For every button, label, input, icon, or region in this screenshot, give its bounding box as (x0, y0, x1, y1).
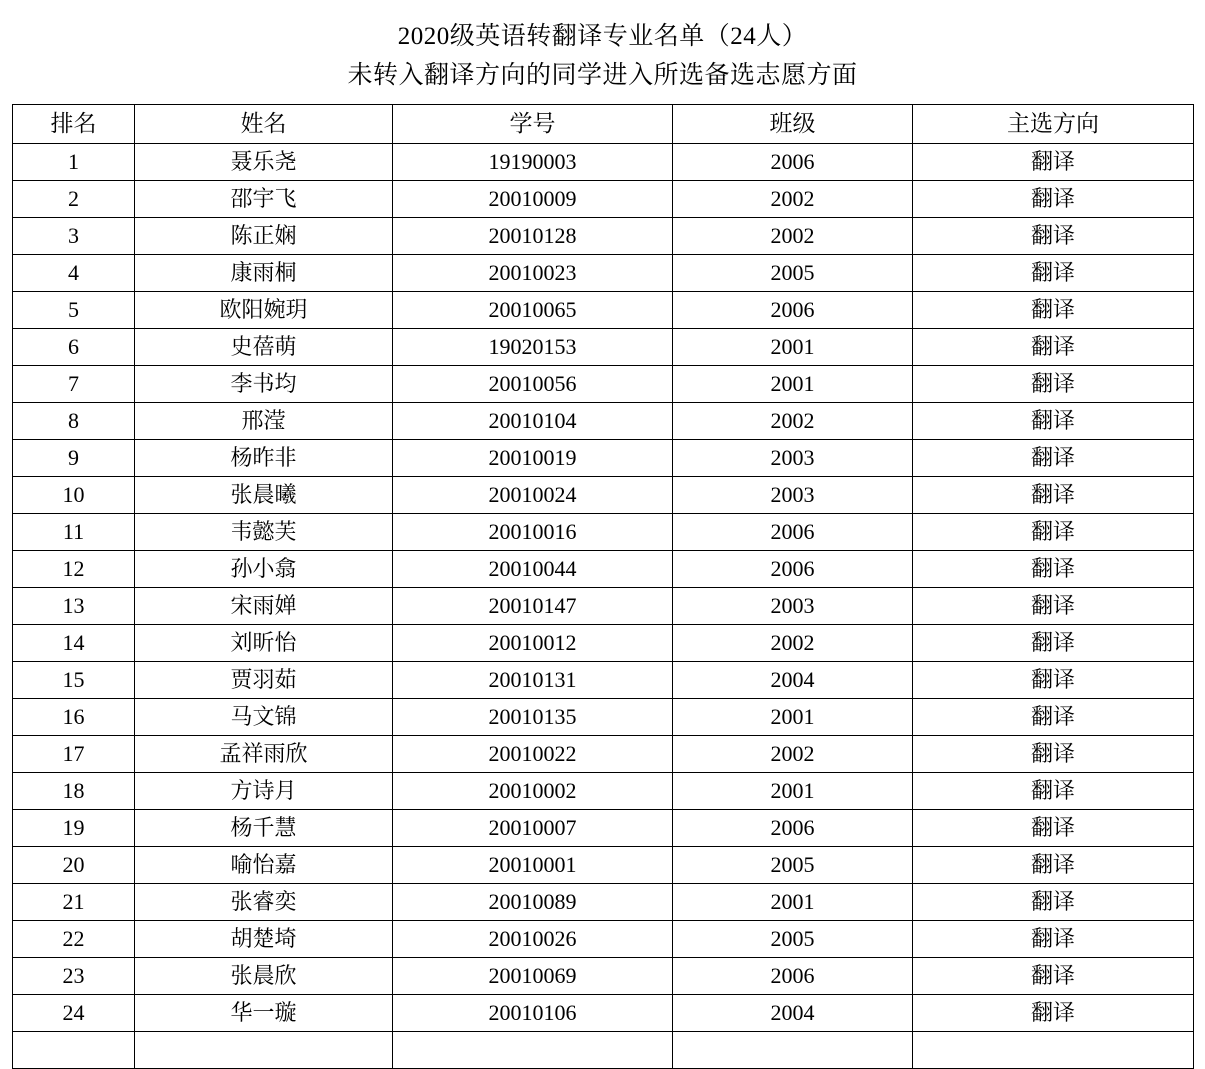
table-row (13, 328, 1194, 365)
cell-empty (913, 1031, 1194, 1068)
table-row (13, 883, 1194, 920)
cell-direction: 翻译 (913, 143, 1194, 180)
cell-direction: 翻译 (913, 772, 1194, 809)
cell-direction: 翻译 (913, 254, 1194, 291)
cell-rank: 9 (13, 439, 135, 476)
cell-rank: 11 (13, 513, 135, 550)
cell-name: 欧阳婉玥 (135, 291, 393, 328)
cell-empty (393, 1031, 673, 1068)
table-row (13, 143, 1194, 180)
cell-student-id: 20010001 (393, 846, 673, 883)
cell-name: 方诗月 (135, 772, 393, 809)
cell-name: 康雨桐 (135, 254, 393, 291)
cell-direction: 翻译 (913, 661, 1194, 698)
cell-student-id: 20010016 (393, 513, 673, 550)
cell-student-id: 20010135 (393, 698, 673, 735)
table-row (13, 772, 1194, 809)
table-row (13, 846, 1194, 883)
title-line-1: 2020级英语转翻译专业名单（24人） (397, 23, 808, 50)
cell-class: 2003 (673, 587, 913, 624)
column-header-name: 姓名 (135, 104, 393, 143)
cell-rank: 4 (13, 254, 135, 291)
table-row (13, 291, 1194, 328)
table-row (13, 365, 1194, 402)
cell-direction: 翻译 (913, 180, 1194, 217)
roster-table-wrapper (12, 104, 1193, 1069)
cell-direction: 翻译 (913, 439, 1194, 476)
cell-name: 张晨曦 (135, 476, 393, 513)
cell-name: 华一璇 (135, 994, 393, 1031)
cell-student-id: 20010019 (393, 439, 673, 476)
cell-student-id: 20010009 (393, 180, 673, 217)
cell-student-id: 20010065 (393, 291, 673, 328)
cell-name: 贾羽茹 (135, 661, 393, 698)
cell-direction: 翻译 (913, 994, 1194, 1031)
cell-rank: 24 (13, 994, 135, 1031)
table-row (13, 439, 1194, 476)
table-row (13, 920, 1194, 957)
table-row (13, 994, 1194, 1031)
table-row (13, 957, 1194, 994)
cell-direction: 翻译 (913, 476, 1194, 513)
cell-rank: 1 (13, 143, 135, 180)
cell-rank: 23 (13, 957, 135, 994)
cell-name: 聂乐尧 (135, 143, 393, 180)
cell-name: 邵宇飞 (135, 180, 393, 217)
cell-direction: 翻译 (913, 291, 1194, 328)
cell-direction: 翻译 (913, 957, 1194, 994)
cell-class: 2003 (673, 476, 913, 513)
cell-rank: 21 (13, 883, 135, 920)
cell-student-id: 20010022 (393, 735, 673, 772)
cell-empty (135, 1031, 393, 1068)
table-row (13, 587, 1194, 624)
cell-student-id: 20010131 (393, 661, 673, 698)
cell-class: 2002 (673, 217, 913, 254)
table-row (13, 550, 1194, 587)
cell-name: 孙小翕 (135, 550, 393, 587)
column-header-direction: 主选方向 (913, 104, 1194, 143)
cell-rank: 12 (13, 550, 135, 587)
cell-student-id: 19020153 (393, 328, 673, 365)
cell-direction: 翻译 (913, 920, 1194, 957)
cell-direction: 翻译 (913, 698, 1194, 735)
cell-direction: 翻译 (913, 883, 1194, 920)
table-row (13, 698, 1194, 735)
cell-direction: 翻译 (913, 846, 1194, 883)
cell-name: 张睿奕 (135, 883, 393, 920)
cell-name: 张晨欣 (135, 957, 393, 994)
cell-direction: 翻译 (913, 624, 1194, 661)
cell-class: 2006 (673, 143, 913, 180)
cell-class: 2004 (673, 661, 913, 698)
cell-empty (13, 1031, 135, 1068)
cell-name: 刘昕怡 (135, 624, 393, 661)
cell-class: 2002 (673, 735, 913, 772)
cell-direction: 翻译 (913, 587, 1194, 624)
cell-empty (673, 1031, 913, 1068)
cell-class: 2003 (673, 439, 913, 476)
cell-student-id: 20010106 (393, 994, 673, 1031)
title-line-2: 未转入翻译方向的同学进入所选备选志愿方面 (347, 61, 858, 89)
cell-student-id: 20010089 (393, 883, 673, 920)
cell-rank: 6 (13, 328, 135, 365)
table-row (13, 513, 1194, 550)
cell-rank: 3 (13, 217, 135, 254)
cell-rank: 20 (13, 846, 135, 883)
cell-class: 2002 (673, 624, 913, 661)
cell-class: 2001 (673, 365, 913, 402)
cell-name: 史蓓萌 (135, 328, 393, 365)
table-row-partial (13, 1031, 1194, 1068)
cell-class: 2006 (673, 957, 913, 994)
cell-class: 2006 (673, 513, 913, 550)
cell-name: 宋雨婵 (135, 587, 393, 624)
cell-class: 2006 (673, 291, 913, 328)
cell-direction: 翻译 (913, 365, 1194, 402)
cell-direction: 翻译 (913, 809, 1194, 846)
cell-class: 2004 (673, 994, 913, 1031)
cell-rank: 5 (13, 291, 135, 328)
cell-rank: 19 (13, 809, 135, 846)
cell-class: 2001 (673, 772, 913, 809)
table-row (13, 180, 1194, 217)
table-row (13, 661, 1194, 698)
cell-name: 杨昨非 (135, 439, 393, 476)
cell-class: 2002 (673, 402, 913, 439)
cell-name: 李书均 (135, 365, 393, 402)
cell-student-id: 20010007 (393, 809, 673, 846)
cell-class: 2002 (673, 180, 913, 217)
table-row (13, 735, 1194, 772)
cell-direction: 翻译 (913, 513, 1194, 550)
document-title (0, 0, 1205, 96)
cell-student-id: 20010104 (393, 402, 673, 439)
table-header-row (13, 104, 1194, 143)
cell-rank: 22 (13, 920, 135, 957)
cell-class: 2006 (673, 550, 913, 587)
cell-direction: 翻译 (913, 328, 1194, 365)
cell-direction: 翻译 (913, 550, 1194, 587)
cell-class: 2001 (673, 883, 913, 920)
cell-student-id: 20010069 (393, 957, 673, 994)
cell-name: 孟祥雨欣 (135, 735, 393, 772)
table-header (13, 104, 1194, 143)
cell-student-id: 20010044 (393, 550, 673, 587)
roster-table (12, 104, 1194, 1069)
cell-student-id: 20010056 (393, 365, 673, 402)
cell-name: 韦懿芙 (135, 513, 393, 550)
cell-student-id: 20010026 (393, 920, 673, 957)
cell-name: 杨千慧 (135, 809, 393, 846)
cell-student-id: 19190003 (393, 143, 673, 180)
cell-student-id: 20010128 (393, 217, 673, 254)
table-row (13, 402, 1194, 439)
cell-name: 喻怡嘉 (135, 846, 393, 883)
cell-class: 2005 (673, 254, 913, 291)
cell-student-id: 20010012 (393, 624, 673, 661)
cell-direction: 翻译 (913, 402, 1194, 439)
cell-name: 陈正娴 (135, 217, 393, 254)
cell-class: 2006 (673, 809, 913, 846)
cell-rank: 16 (13, 698, 135, 735)
cell-class: 2005 (673, 846, 913, 883)
column-header-class: 班级 (673, 104, 913, 143)
cell-class: 2001 (673, 328, 913, 365)
cell-rank: 7 (13, 365, 135, 402)
table-row (13, 624, 1194, 661)
cell-student-id: 20010147 (393, 587, 673, 624)
table-body (13, 143, 1194, 1068)
cell-direction: 翻译 (913, 217, 1194, 254)
cell-rank: 17 (13, 735, 135, 772)
cell-class: 2005 (673, 920, 913, 957)
column-header-student-id: 学号 (393, 104, 673, 143)
cell-name: 马文锦 (135, 698, 393, 735)
table-row (13, 809, 1194, 846)
cell-name: 邢滢 (135, 402, 393, 439)
column-header-rank: 排名 (13, 104, 135, 143)
cell-rank: 2 (13, 180, 135, 217)
table-row (13, 476, 1194, 513)
cell-rank: 10 (13, 476, 135, 513)
cell-name: 胡楚埼 (135, 920, 393, 957)
cell-rank: 18 (13, 772, 135, 809)
cell-student-id: 20010002 (393, 772, 673, 809)
cell-direction: 翻译 (913, 735, 1194, 772)
cell-student-id: 20010023 (393, 254, 673, 291)
cell-rank: 8 (13, 402, 135, 439)
cell-rank: 14 (13, 624, 135, 661)
table-row (13, 254, 1194, 291)
cell-student-id: 20010024 (393, 476, 673, 513)
cell-class: 2001 (673, 698, 913, 735)
cell-rank: 13 (13, 587, 135, 624)
table-row (13, 217, 1194, 254)
cell-rank: 15 (13, 661, 135, 698)
